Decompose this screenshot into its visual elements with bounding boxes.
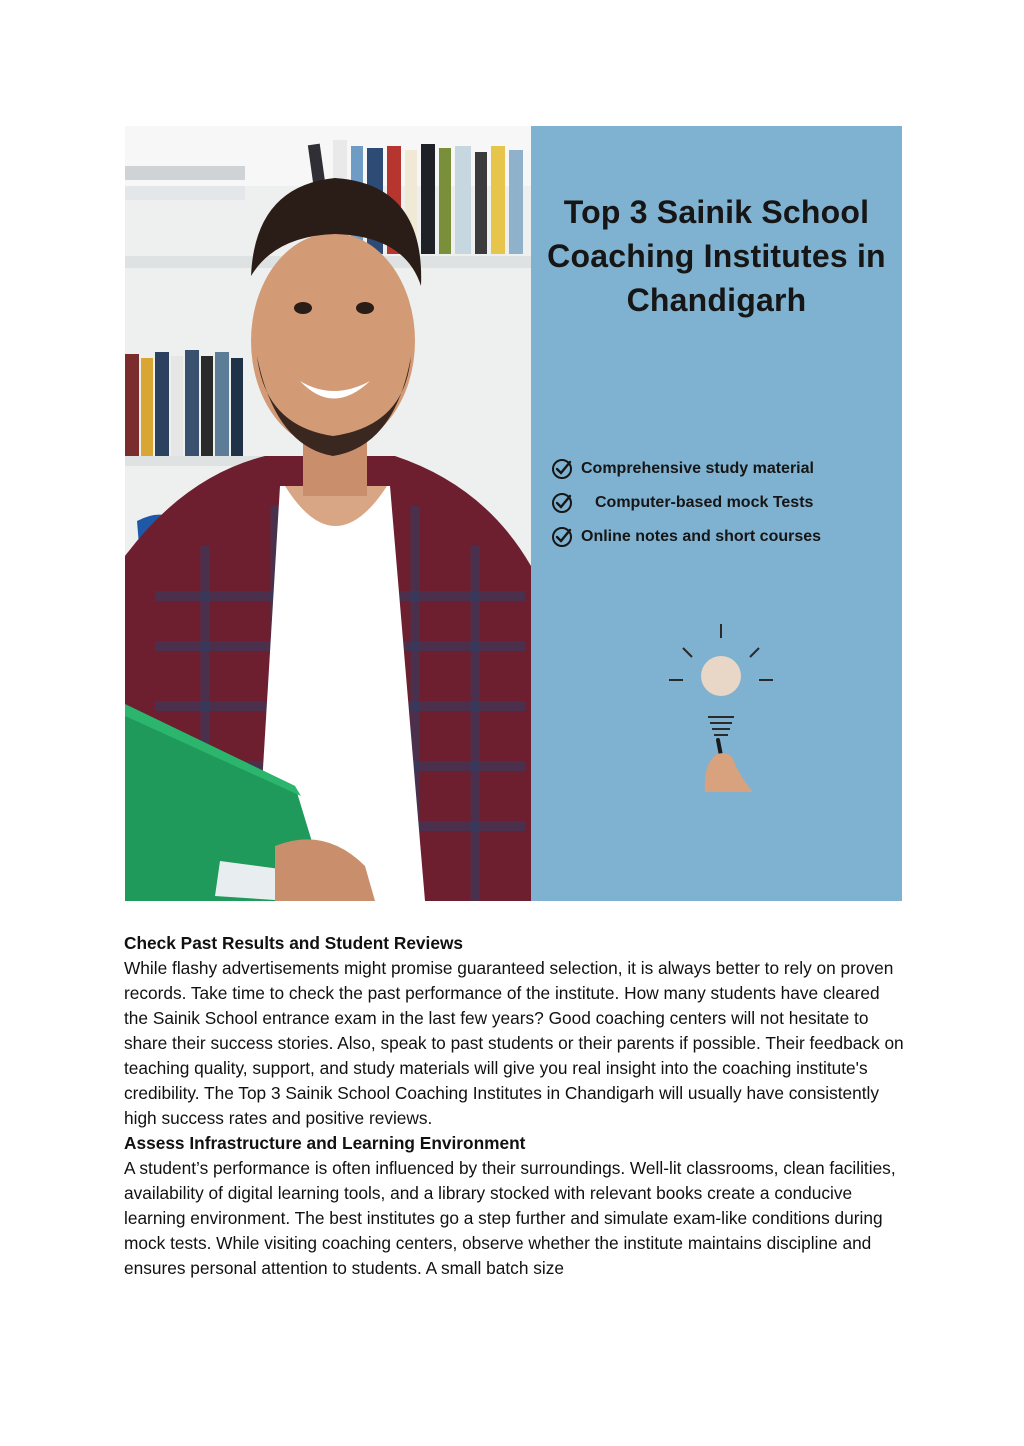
check-circle-icon [551, 526, 573, 548]
lightbulb-hand-icon [661, 616, 781, 806]
banner-title-line-3: Chandigarh [626, 282, 807, 318]
banner-title-line-1: Top 3 Sainik School [563, 194, 870, 230]
banner-title-line-2: Coaching Institutes in [547, 238, 886, 274]
student-illustration [125, 126, 531, 901]
student-photo [125, 126, 531, 901]
feature-item [551, 452, 891, 486]
feature-list [551, 452, 891, 554]
feature-text: Comprehensive study material [581, 460, 814, 477]
feature-text: Online notes and short courses [581, 528, 822, 545]
check-circle-icon [551, 492, 573, 514]
check-circle-icon [551, 458, 573, 480]
feature-text: Computer-based mock Tests [595, 494, 814, 511]
banner-title [531, 190, 902, 322]
article-body [124, 931, 904, 1281]
section-paragraph: A student’s performance is often influenced by their surroundings. Well-lit classrooms, clean facilities, availability of digital learning tools, and a library stocked with relevant books create a conducive learning environment. The best institutes go a step further and simulate exam-like conditions during mock tests. While visiting coaching centers, observe whether the institute maintains discipline and ensures personal attention to students. A small batch size [124, 1158, 896, 1278]
info-panel [531, 126, 902, 901]
feature-item [551, 520, 891, 554]
section-heading: Assess Infrastructure and Learning Environment [124, 1133, 526, 1153]
feature-item [551, 486, 891, 520]
section-paragraph: While flashy advertisements might promise guaranteed selection, it is always better to rely on proven records. Take time to check the past performance of the institute. How many students have cleared the Sainik School entrance exam in the last few years? Good coaching centers will not hesitate to share their success stories. Also, speak to past students or their parents if possible. Their feedback on teaching quality, support, and study materials will give you real insight into the coaching institute's credibility. The Top 3 Sainik School Coaching Institutes in Chandigarh will usually have consistently high success rates and positive reviews. [124, 958, 904, 1128]
hero-banner [125, 126, 902, 901]
section-heading: Check Past Results and Student Reviews [124, 933, 464, 953]
